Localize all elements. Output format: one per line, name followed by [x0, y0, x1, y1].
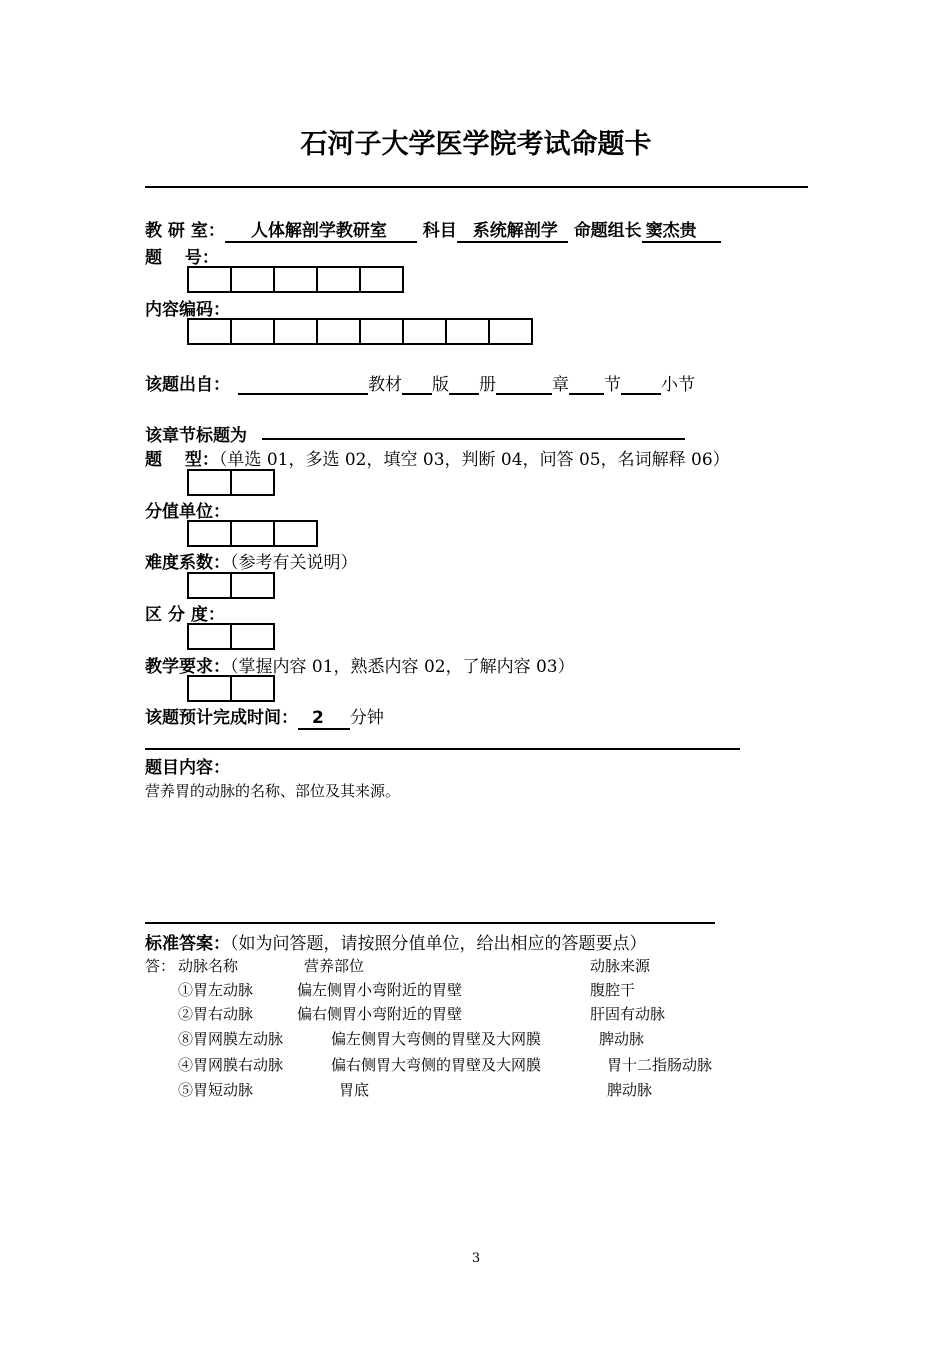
answer-cell: ⑤胃短动脉: [178, 1081, 254, 1099]
answer-cell: 偏右侧胃大弯侧的胃壁及大网膜: [331, 1056, 542, 1074]
answer-cell: ②胃右动脉: [178, 1005, 254, 1023]
answer-cell: 腹腔干: [590, 981, 636, 999]
qtype-boxes[interactable]: [187, 469, 273, 496]
answer-cell: 脾动脉: [599, 1030, 645, 1048]
qtype-label: 题 型：: [145, 450, 219, 470]
question-divider: [145, 748, 740, 750]
difficulty-note: （参考有关说明）: [230, 553, 358, 573]
question-text: 营养胃的动脉的名称、部位及其来源。: [145, 782, 401, 800]
teaching-req-note: （掌握内容 01，熟悉内容 02，了解内容 03）: [230, 657, 575, 677]
answer-cell: 胃十二指肠动脉: [607, 1056, 713, 1074]
title-divider: [145, 186, 808, 188]
difficulty-boxes[interactable]: [187, 572, 273, 599]
discrimination-label: 区 分 度：: [145, 605, 225, 625]
time-value: 2: [298, 708, 350, 730]
qtype-row: [145, 445, 730, 470]
subject-value: 系统解剖学: [457, 221, 568, 243]
teaching-req-row: [145, 652, 575, 677]
source-row: 该题出自： 教材 版 册 章 节 小节: [145, 375, 695, 395]
question-no-label: 题 号：: [145, 248, 219, 268]
answer-cell: 胃底: [339, 1081, 370, 1099]
answer-cell: 脾动脉: [607, 1081, 653, 1099]
question-label: 题目内容：: [145, 758, 230, 778]
chapter-title-line[interactable]: [262, 438, 685, 440]
dept-value: 人体解剖学教研室: [225, 221, 417, 243]
source-label: 该题出自：: [145, 375, 230, 395]
teaching-req-label: 教学要求：: [145, 657, 230, 677]
content-code-label: 内容编码：: [145, 300, 230, 320]
page-number: 3: [471, 1251, 481, 1266]
qtype-note: （单选 01，多选 02，填空 03，判断 04，问答 05，名词解释 06）: [218, 450, 730, 470]
answer-divider: [145, 922, 715, 924]
difficulty-row: [145, 548, 358, 573]
dept-label: 教 研 室：: [145, 221, 225, 241]
answer-cell: ①胃左动脉: [178, 981, 254, 999]
content-code-boxes[interactable]: [187, 318, 531, 345]
answer-header-row: [145, 929, 647, 954]
leader-label: 命题组长: [573, 221, 642, 241]
answer-cell: 偏左侧胃大弯侧的胃壁及大网膜: [331, 1030, 542, 1048]
time-row: [145, 703, 384, 728]
question-no-boxes[interactable]: [187, 266, 402, 293]
difficulty-label: 难度系数：: [145, 553, 230, 573]
subject-label: 科目: [422, 221, 457, 241]
score-unit-boxes[interactable]: [187, 520, 316, 547]
answer-col-header: 营养部位: [304, 957, 365, 975]
answer-col-header: 动脉来源: [590, 957, 651, 975]
answer-note: （如为问答题，请按照分值单位，给出相应的答题要点）: [230, 934, 647, 954]
time-unit: 分钟: [349, 708, 384, 728]
answer-label: 标准答案：: [145, 934, 230, 954]
answer-cell: 肝固有动脉: [590, 1005, 666, 1023]
leader-value: 窦杰贵: [642, 221, 721, 243]
answer-cell: ④胃网膜右动脉: [178, 1056, 284, 1074]
discrimination-boxes[interactable]: [187, 623, 273, 650]
time-label: 该题预计完成时间：: [145, 708, 298, 728]
answer-cell: ⑧胃网膜左动脉: [178, 1030, 284, 1048]
answer-cell: 偏右侧胃小弯附近的胃壁: [297, 1005, 463, 1023]
header-row: [145, 216, 721, 241]
answer-col-header: 动脉名称: [178, 957, 239, 975]
teaching-req-boxes[interactable]: [187, 675, 273, 702]
answer-cell: 偏左侧胃小弯附近的胃壁: [297, 981, 463, 999]
chapter-title-label: 该章节标题为: [145, 426, 247, 446]
score-unit-label: 分值单位：: [145, 502, 230, 522]
page-title: 石河子大学医学院考试命题卡: [300, 129, 652, 160]
answer-prefix: 答：: [145, 957, 176, 975]
